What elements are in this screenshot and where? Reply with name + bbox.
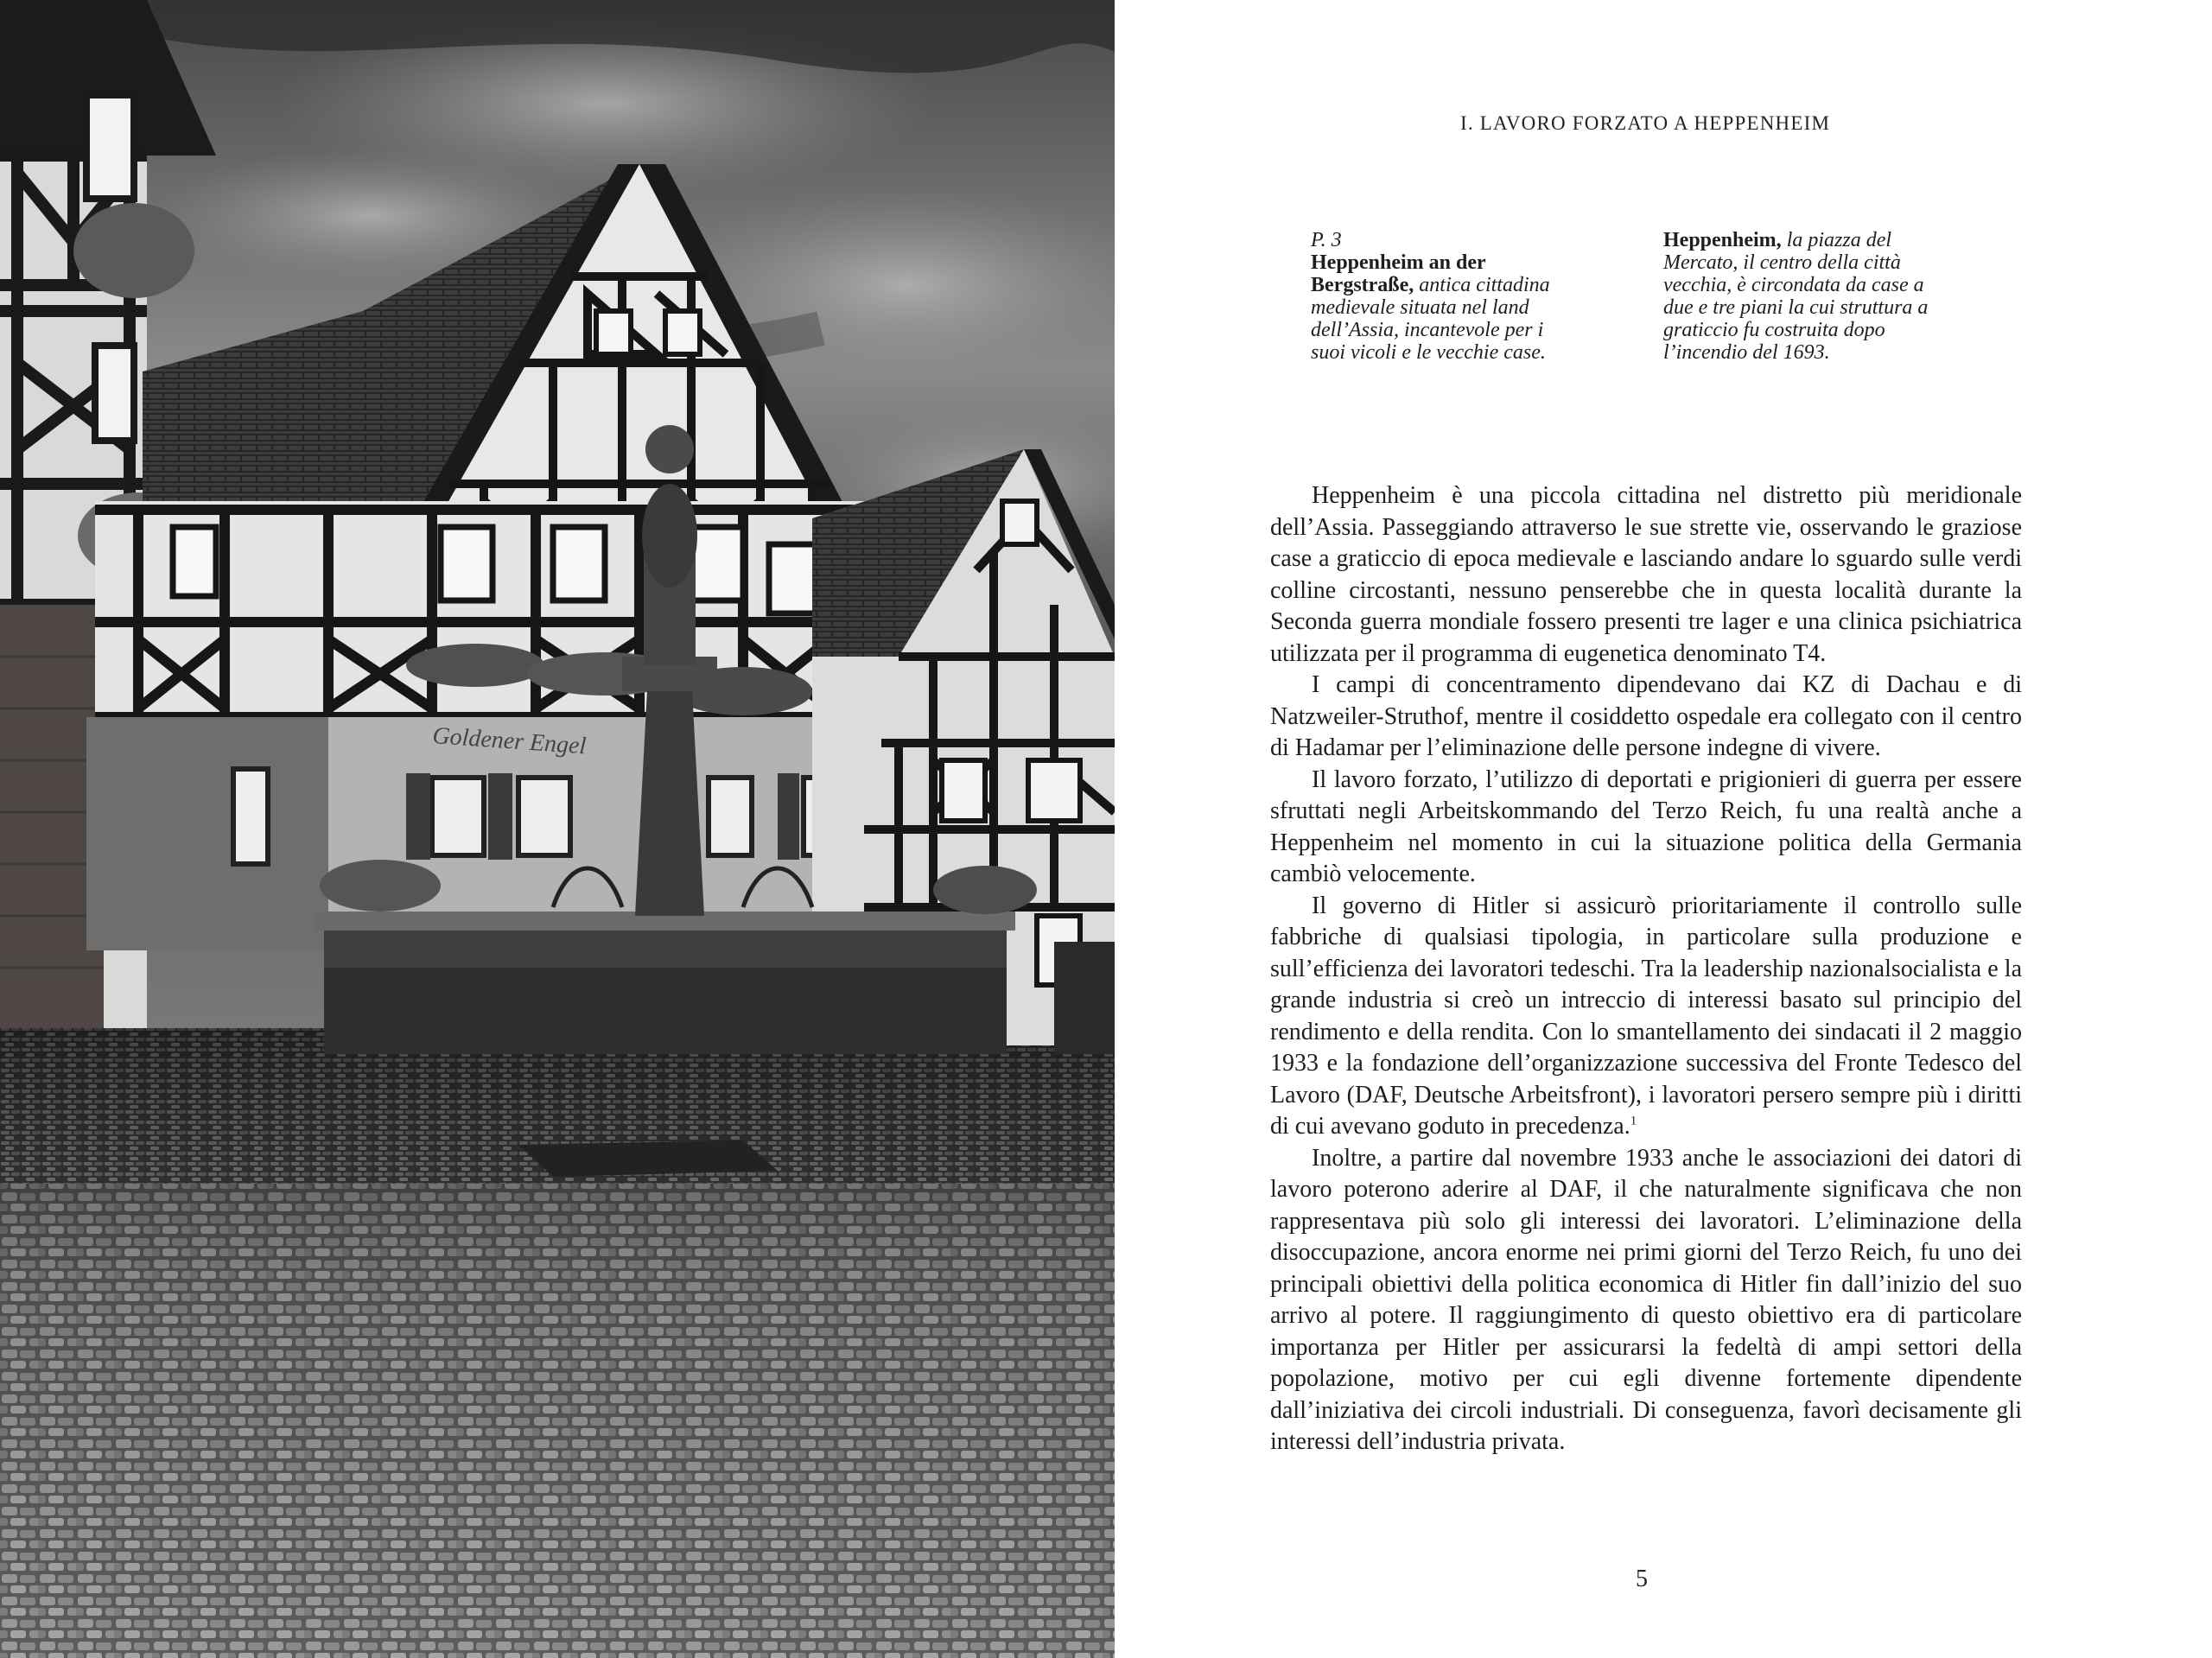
footnote-reference[interactable]: 1 xyxy=(1630,1114,1637,1128)
paragraph: Inoltre, a partire dal novembre 1933 anche le associazioni dei datori di lavoro poterono aderire al DAF, il che naturalmente significava che non rappresentava più solo gli interessi dei lavoratori. L’eliminazione della disoccupazione, ancora enorme nei primi giorni del Terzo Reich, fu uno dei principali obiettivi della politica economica di Hitler fin dall’inizio del suo arrivo al potere. Il raggiungimento di questo obiettivo era di particolare importanza per Hitler per assicurarsi la fedeltà di ampi settori della popolazione, motivo per cui egli divenne fortemente dipendente dall’iniziativa dei circoli industriali. Di conseguenza, favorì decisamente gli interessi dell’industria privata. xyxy=(1270,1144,2022,1455)
paragraph: I campi di concentramento dipendevano dai KZ di Dachau e di Natzweiler-Struthof, mentre il cosiddetto ospedale era collegato con il centro di Hadamar per l’eliminazione delle persone indegne di vivere. xyxy=(1270,671,2022,761)
body-text xyxy=(1270,480,2022,1458)
paragraph-text: Il governo di Hitler si assicurò prioritariamente il controllo sulle fabbriche di qualsiasi tipologia, in particolare sulla produzione e sull’efficienza dei lavoratori tedeschi. Tra la leadership nazionalsocialista e la grande industria si creò un intreccio di interessi basato sul principio del rendimento e della rendita. Con lo smantellamento dei sindacati il 2 maggio 1933 e la fondazione dell’organizzazione successiva del Fronte Tedesco del Lavoro (DAF, Deutsche Arbeitsfront), i lavoratori persero sempre più i diritti di cui avevano goduto in precedenza. xyxy=(1270,892,2022,1140)
caption-page-ref: P. 3 xyxy=(1311,229,1342,251)
photo-caption-right xyxy=(1663,229,1957,364)
paragraph xyxy=(1270,891,2022,1143)
paragraph: Il lavoro forzato, l’utilizzo di deportati e prigionieri di guerra per essere sfruttati negli Arbeitskommando del Terzo Reich, fu una realtà anche a Heppenheim nel momento in cui la situazione politica della Germania cambiò velocemente. xyxy=(1270,765,2022,887)
caption-description: la piazza del Mercato, il centro della città vecchia, è circondata da case a due e tre piani la cui struttura a graticcio fu costruita dopo l’incendio del 1693. xyxy=(1663,229,1929,364)
inn-sign-text: Goldener Engel xyxy=(431,722,588,760)
paragraph: Heppenheim è una piccola cittadina nel distretto più meridionale dell’Assia. Passeggiando attraverso le sue strette vie, osservando le graziose case a graticcio di epoca medievale e lasciando andare lo sguardo sulle verdi colline circostanti, nessuno penserebbe che in questa località durante la Seconda guerra mondiale fossero presenti tre lager e una clinica psichiatrica utilizzata per il programma di eugenetica denominato T4. xyxy=(1270,482,2022,667)
photo-caption-left xyxy=(1311,229,1579,364)
caption-title: Heppenheim an der Bergstraße, xyxy=(1311,251,1486,296)
page-number: 5 xyxy=(1636,1566,1648,1592)
caption-title: Heppenheim, xyxy=(1663,229,1782,251)
caption-description: antica cittadina medievale situata nel land dell’Assia, incantevole per i suoi vicoli e le vecchie case. xyxy=(1311,274,1550,364)
running-head: I. LAVORO FORZATO A HEPPENHEIM xyxy=(1460,112,1831,134)
